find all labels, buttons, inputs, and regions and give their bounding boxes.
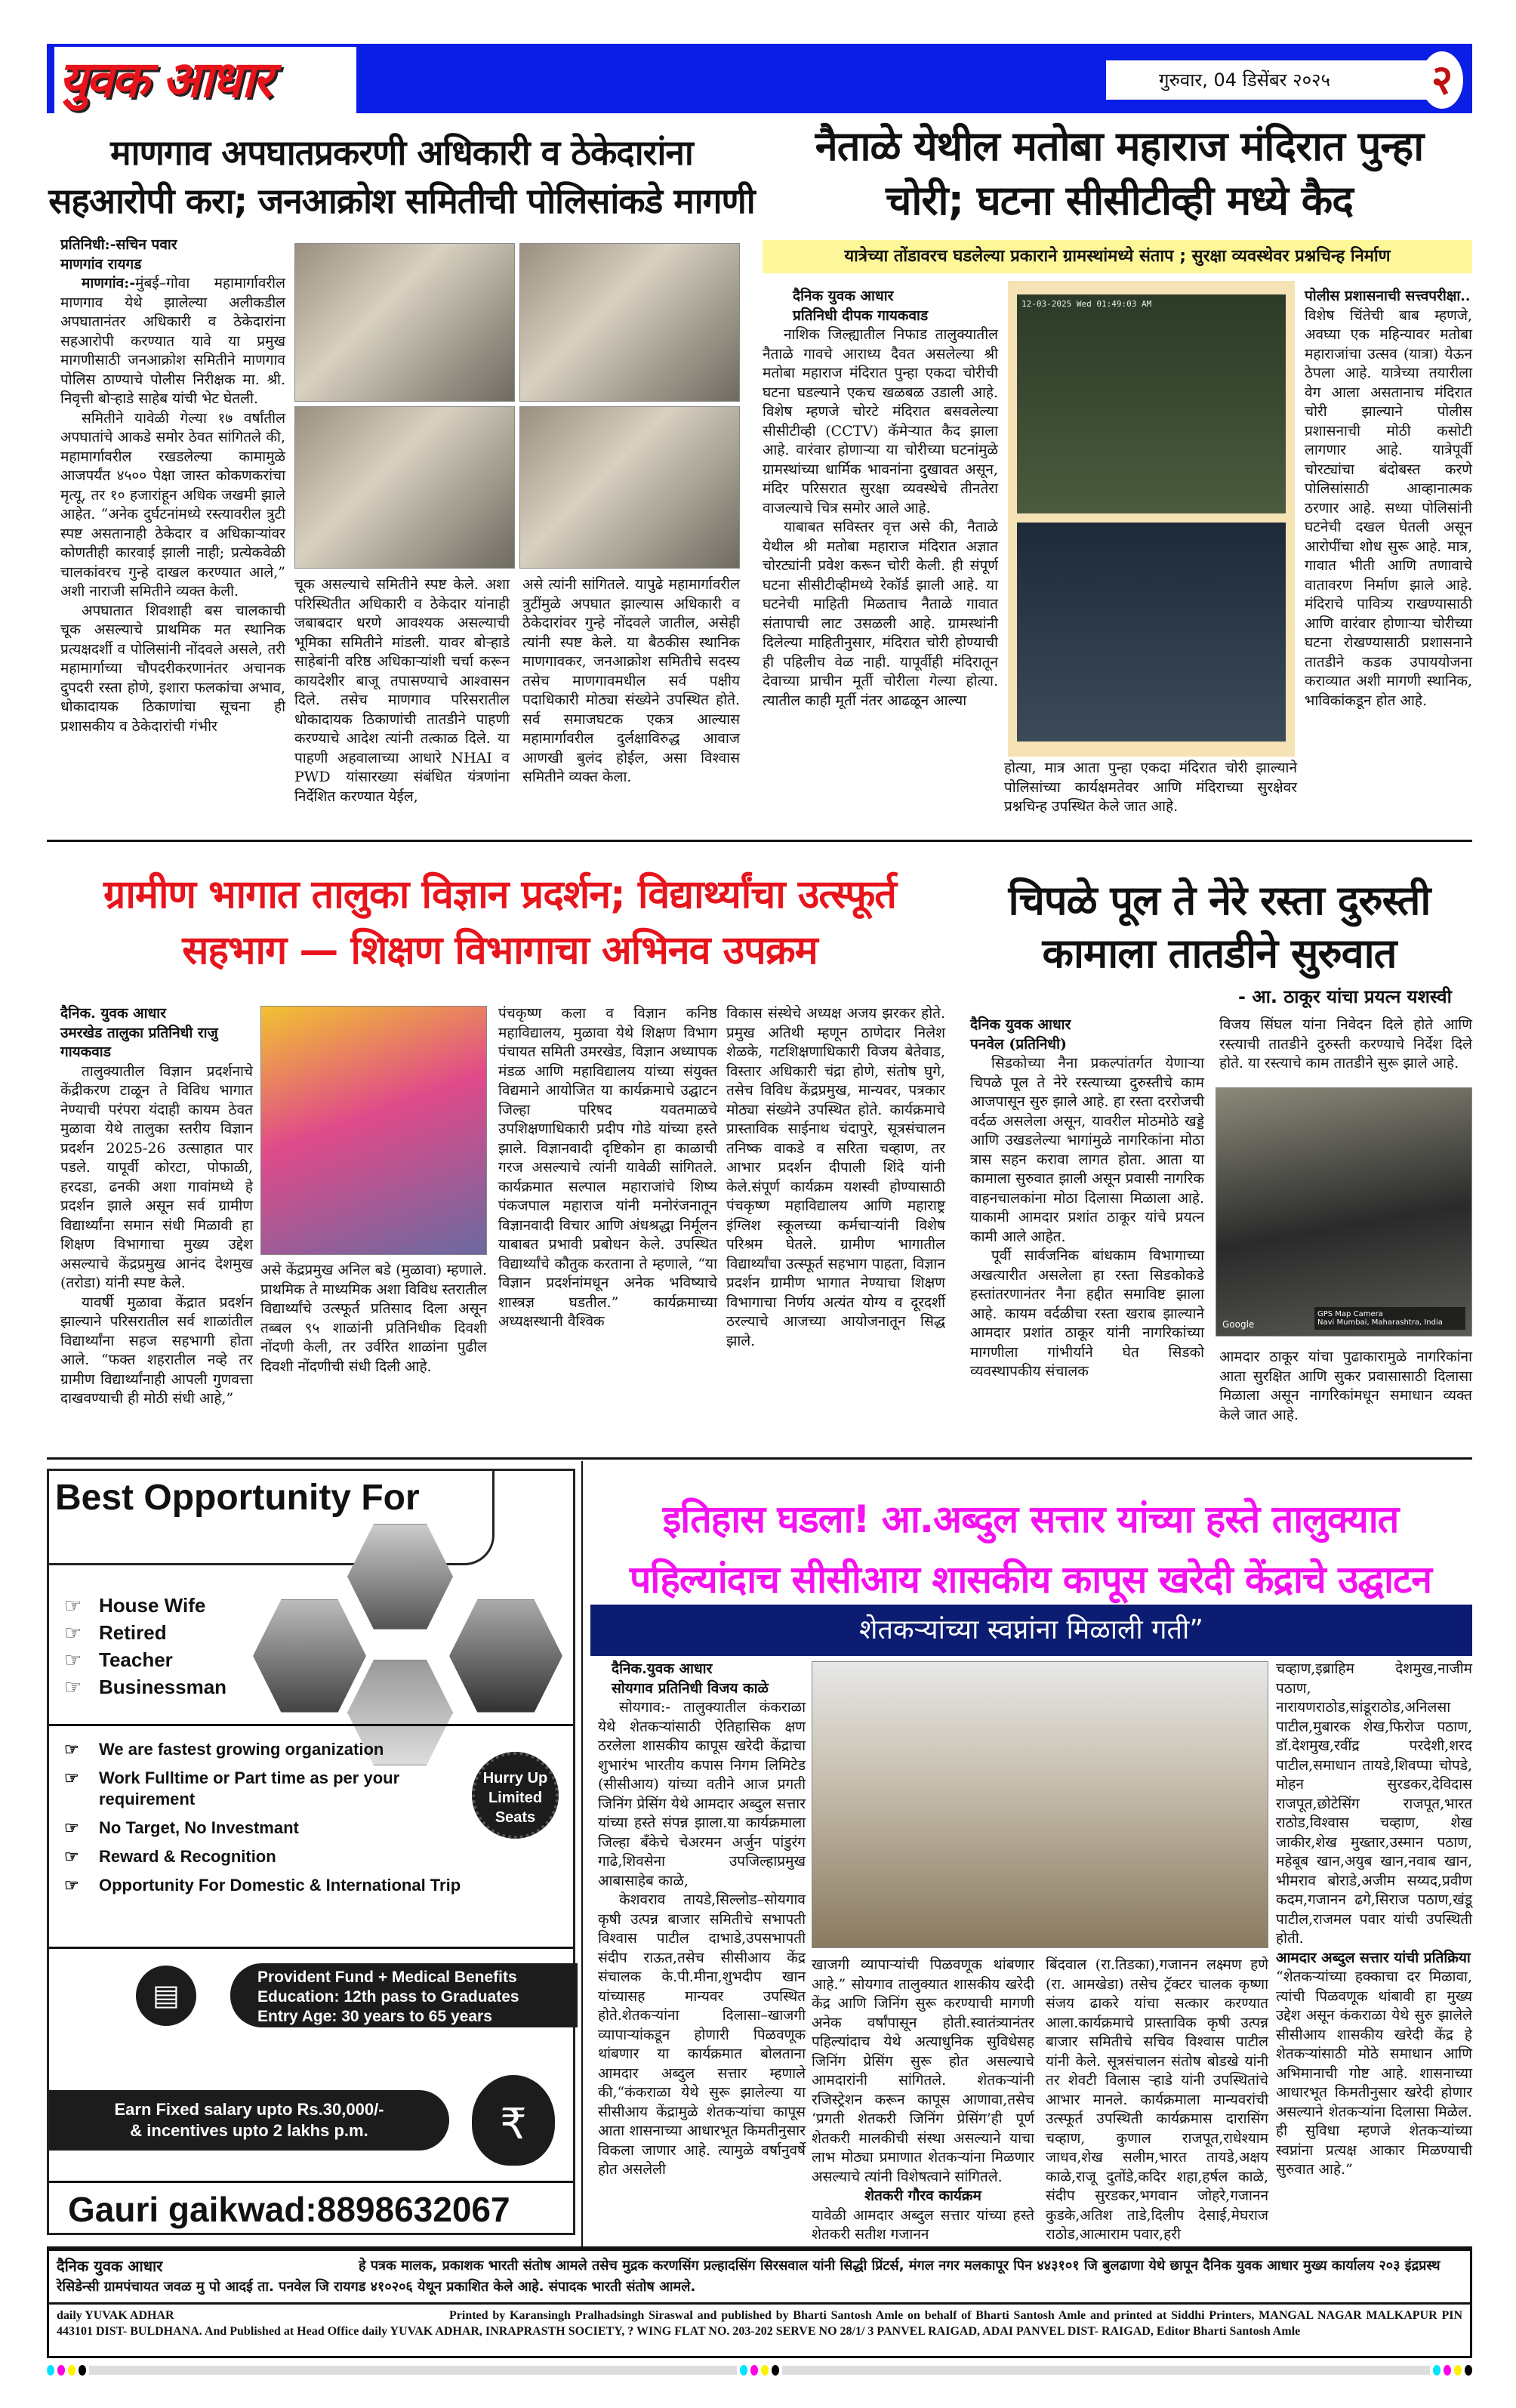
headline-line: नैताळे येथील मतोबा महाराज मंदिरात पुन्हा <box>815 122 1424 170</box>
article3-col3: पंचकृष्ण कला व विज्ञान कनिष्ठ महाविद्यालय, मुळावा येथे शिक्षण विभाग पंचायत समिती उमरखेड, विज्ञान अध्यापक मंडळ आणि महाविद्यालय यांच्या संयुक्त विद्यमाने आयोजित या कार्यक्रमाचे उद्घाटन जिल्हा परिषद यवतमाळचे उपशिक्षणाधिकारी प्रदीप गोडे यांच्या हस्ते झाले. विज्ञानवादी दृष्टिकोन हा काळाची गरज असल्याचे त्यांनी यावेळी सांगितले. कार्यक्रमात सल्पाल महाराजांचे शिष्य पंकजपाल महाराज यांनी मनोरंजनातून विज्ञानवादी विचार आणि अंधश्रद्धा निर्मूलन याबाबत प्रभावी प्रबोधन केले. उपस्थित विद्यार्थ्यांचे कौतुक करताना ते म्हणाले, “या विज्ञान प्रदर्शनांमधून अनेक भविष्याचे शास्त्रज्ञ घडतील.” कार्यक्रमाच्या अध्यक्षस्थानी वैश्विक <box>498 1005 717 1330</box>
paragraph: पूर्वी सार्वजनिक बांधकाम विभागाच्या अखत्यारीत असलेला हा रस्ता सिडकोकडे हस्तांतरणानंतर नैना हद्दीत समाविष्ट झाला आहे. कायम वर्दळीचा रस्ता खराब झाल्याने आमदार प्रशांत ठाकूर यांनी नागरिकांच्या मागणीला गांभीर्याने घेत सिडको व्यवस्थापकीय संचालक <box>970 1247 1204 1380</box>
benefit-item <box>64 1768 419 1810</box>
road-repair-photo <box>1216 1087 1472 1337</box>
cyan-dot <box>47 2365 54 2376</box>
pointing-hand-icon: ☞ <box>64 1847 79 1866</box>
location-label: Navi Mumbai, Maharashtra, India <box>1317 1318 1443 1327</box>
article1-headline <box>47 128 756 225</box>
byline: दैनिक युवक आधार <box>793 288 894 304</box>
ad-divider <box>49 2181 573 2183</box>
job-advertisement <box>47 1469 575 2235</box>
audience-label: Businessman <box>99 1676 227 1698</box>
article2-headline <box>766 119 1472 228</box>
magenta-dot <box>750 2365 758 2376</box>
article3-col1 <box>60 1004 253 1409</box>
article5-col1 <box>598 1660 806 2180</box>
byline: माणगांव रायगड <box>60 255 142 273</box>
benefits-panel <box>230 1963 578 2027</box>
article2-banner: यात्रेच्या तोंडावरच घडलेल्या प्रकाराने ग्रामस्थांमध्ये संताप ; सुरक्षा व्यवस्थेवर प्रश्नचिन्ह निर्माण <box>763 240 1472 273</box>
certificate-icon: ▤ <box>136 1966 196 2026</box>
meeting-photo-1 <box>294 243 515 402</box>
audience-label: Retired <box>99 1621 167 1644</box>
black-dot <box>1465 2365 1472 2376</box>
headline-line: सहआरोपी करा; जनआक्रोश समितीची पोलिसांकडे मागणी <box>48 180 755 221</box>
meeting-photo-2 <box>519 243 740 402</box>
headline-line: ग्रामीण भागात तालुका विज्ञान प्रदर्शन; विद्यार्थ्यांचा उत्स्फूर्त <box>103 872 896 917</box>
meeting-photo-3 <box>294 406 515 569</box>
detail-line: Provident Fund + Medical Benefits <box>257 1969 517 1986</box>
benefit-item <box>64 1739 419 1760</box>
paragraph: सोयगाव:- तालुक्यातील कंकराळा येथे शेतकऱ्यांसाठी ऐतिहासिक क्षण ठरलेला शासकीय कापूस खरेदी केंद्राचा शुभारंभ भारतीय कपास निगम लिमिटेड (सीसीआय) यांच्या वतीने आज प्रगती जिनिंग प्रेसिंग येथे आमदार अब्दुल सत्तार यांच्या हस्ते संपन्न झाला.या कार्यक्रमाला जिल्हा बँकेचे चेअरमन अर्जुन पांडुरंग गाढे,शिवसेना उपजिल्हाप्रमुख आबासाहेब काळे, <box>598 1699 806 1889</box>
byline: दैनिक.युवक आधार <box>612 1660 713 1677</box>
newspaper-logo: युवक आधार <box>54 47 356 113</box>
audience-item <box>64 1646 226 1673</box>
black-dot <box>79 2365 86 2376</box>
inauguration-photo <box>812 1661 1268 1948</box>
paragraph: यावर्षी मुळावा केंद्रात प्रदर्शन झाल्याने परिसरातील सर्व शाळांतील विद्यार्थ्यांना सहज सहभागी होता आले. “फक्त शहरातील नव्हे तर ग्रामीण विद्यार्थ्यांनाही आपली गुणवत्ता दाखवण्याची ही मोठी संधी आहे,” <box>60 1293 253 1407</box>
byline: दैनिक. युवक आधार <box>60 1005 166 1022</box>
yellow-dot <box>68 2365 75 2376</box>
magenta-dot <box>1444 2365 1451 2376</box>
footer-label: दैनिक युवक आधार <box>57 2257 163 2275</box>
cctv-image-1 <box>1017 294 1286 513</box>
article5-col4 <box>1276 1660 1472 2180</box>
paragraph: याबाबत सविस्तर वृत्त असे की, नैताळे येथील श्री मतोबा महाराज मंदिरात अज्ञात चोरट्यांनी प्रवेश करून चोरी केली. ही संपूर्ण घटना सीसीटीव्हीमध्ये रेकॉर्ड झाली आहे. या घटनेची माहिती मिळताच नैताळे गावात संतापाची लाट उसळली आहे. ग्रामस्थांनी दिलेल्या माहितीनुसार, मंदिरात चोरी होण्याची ही पहिलीच वेळ नाही. यापूर्वीही मंदिरातून देवाच्या प्राचीन मूर्ती चोरीला गेल्या होत्या. त्यातील काही मूर्ती नंतर आढळून आल्या <box>763 519 998 709</box>
cyan-dot <box>1433 2365 1441 2376</box>
benefit-label: Reward & Recognition <box>99 1847 276 1866</box>
rupee-symbol: ₹ <box>500 2100 527 2147</box>
article4-col1 <box>970 1016 1204 1382</box>
pointing-hand-icon: ☞ <box>64 1740 79 1759</box>
cctv-photo-frame <box>1008 281 1295 757</box>
section-divider <box>47 840 1472 842</box>
paragraph: चव्हाण,इब्राहिम देशमुख,नाजीम पठाण, नारायणराठोड,सांडूराठोड,अनिलसा पाटील,मुबारक शेख,फिरोज पठाण, डॉ.देशमुख,रवींद्र परदेशी,शरद पाटील,समाधान तायडे,शिवप्पा चोपडे, मोहन सुरडकर,देविदास राजपूत,छोटेसिंग राजपूत,भारत राठोड,विश्वास चव्हाण, शेख जाकीर,शेख मुख्तार,उस्मान पठाण, महेबूब खान,अयुब खान,नवाब खान, भीमराव बोराडे,अजीम सय्यद,प्रवीण कदम,गजानन ढगे,सिराज पठाण,खंडू पाटील,राजमल पवार यांची उपस्थिती होती. <box>1276 1660 1472 1947</box>
subheading: पोलीस प्रशासनाची सत्त्वपरीक्षा.. <box>1305 288 1471 304</box>
byline: दैनिक युवक आधार <box>970 1016 1071 1033</box>
map-brand: Google <box>1222 1319 1255 1330</box>
gps-overlay <box>1314 1307 1465 1330</box>
column-divider <box>581 1461 583 2246</box>
headline-line: कामाला तातडीने सुरुवात <box>1042 930 1397 977</box>
masthead <box>47 44 1472 113</box>
article5-headline <box>589 1489 1472 1610</box>
paragraph: नाशिक जिल्ह्यातील निफाड तालुक्यातील नैताळे गावचे आराध्य दैवत असलेल्या श्री मतोबा महाराज मंदिरात पुन्हा एकदा चोरीची घटना घडल्याने एकच खळबळ उडाली आहे. विशेष म्हणजे चोरटे मंदिरात बसवलेल्या सीसीटीव्ही (CCTV) कॅमेऱ्यात कैद झाला आहे. वारंवार होणाऱ्या या चोरीच्या घटनांमुळे ग्रामस्थांच्या धार्मिक भावनांना दुखावत असून, मंदिर परिसरात सुरक्षा व्यवस्थेचे तीनतेरा वाजल्याचे चित्र समोर आले आहे. <box>763 326 998 516</box>
article2-col1 <box>763 287 998 711</box>
science-exhibition-photo <box>260 1006 487 1255</box>
headline-line: माणगाव अपघातप्रकरणी अधिकारी व ठेकेदारांना <box>110 132 693 173</box>
salary-line: Earn Fixed salary upto Rs.30,000/- <box>114 2100 384 2119</box>
pointing-hand-icon: ☞ <box>64 1676 82 1698</box>
paragraph: केशवराव तायडे,सिल्लोड–सोयगाव कृषी उत्पन्न बाजार समितीचे सभापती विश्वास पाटील दाभाडे,उपसभापती संदीप राऊत,तसेच सीसीआय केंद्र संचालक के.पी.मीना,शुभदीप खान यांच्यासह मान्यवर उपस्थित होते.शेतकऱ्यांना दिलासा–खाजगी व्यापाऱ्यांकडून होणारी पिळवणूक थांबणार या कार्यक्रमात बोलताना आमदार अब्दुल सत्तार म्हणाले की,“कंकराळा येथे सुरू झालेल्या या सीसीआय केंद्रामुळे शेतकऱ्यांचा कापूस आता शासनाच्या आधारभूत किमतीनुसार विकला जाणार आहे. त्यामुळे वर्षानुवर्षे होत असलेली <box>598 1892 806 2178</box>
benefit-item <box>64 1846 419 1867</box>
gray-bar <box>89 2366 737 2375</box>
footer-label: daily YUVAK ADHAR <box>57 2309 174 2322</box>
subheading: आमदार अब्दुल सत्तार यांची प्रतिक्रिया <box>1276 1949 1471 1966</box>
byline: सोयगाव प्रतिनिधी विजय काळे <box>612 1679 769 1697</box>
headline-line: सहभाग — शिक्षण विभागाचा अभिनव उपक्रम <box>182 928 818 973</box>
salary-line: & incentives upto 2 lakhs p.m. <box>130 2121 368 2140</box>
benefit-label: Opportunity For Domestic & International Trip <box>99 1876 461 1895</box>
section-divider <box>47 1457 1472 1460</box>
money-bag-icon <box>472 2075 555 2166</box>
photo-caption: होत्या, मात्र आता पुन्हा एकदा मंदिरात चोरी झाल्याने पोलिसांच्या कार्यक्षमतेवर आणि मंदिराच्या सुरक्षेवर प्रश्नचिन्ह उपस्थित केले जात आहे. <box>1004 760 1297 815</box>
benefit-label: Work Fulltime or Part time as per your requirement <box>99 1768 400 1808</box>
article1-col1 <box>60 236 285 736</box>
businessman-photo <box>449 1599 562 1713</box>
article3-headline <box>47 867 953 979</box>
detail-line: Entry Age: 30 years to 65 years <box>257 2008 492 2025</box>
hurry-up-badge: Hurry Up Limited Seats <box>472 1752 559 1839</box>
paragraph: अपघातात शिवशाही बस चालकाची चूक असल्याचे प्राथमिक मत स्थानिक प्रत्यक्षदर्शी व पोलिसांनी नोंदवले असले, तरी महामार्गाच्या चौपदरीकरणानंतर अचानक दुपदरी रस्ता होणे, इशारा फलकांचा अभाव, धोकादायक ठिकाणांचा सूचना ही प्रशासकीय व ठेकेदारांची गंभीर <box>60 602 285 735</box>
ad-title: Best Opportunity For <box>49 1471 495 1565</box>
subheading: शेतकरी गौरव कार्यक्रम <box>864 2188 981 2204</box>
contact-phone: Gauri gaikwad:8898632067 <box>68 2190 510 2229</box>
headline-line: इतिहास घडला! आ.अब्दुल सत्तार यांच्या हस्ते तालुक्यात <box>662 1497 1399 1541</box>
pointing-hand-icon: ☞ <box>64 1594 82 1617</box>
headline-line: चिपळे पूल ते नेरे रस्ता दुरुस्ती <box>1008 877 1431 924</box>
cctv-image-2 <box>1017 523 1286 742</box>
detail-line: Education: 12th pass to Graduates <box>257 1988 519 2006</box>
black-dot <box>772 2365 779 2376</box>
audience-item <box>64 1673 226 1700</box>
ad-divider <box>49 1724 573 1726</box>
footer-english-imprint: Printed by Karansingh Pralhadsingh Siraswal and published by Bharti Santosh Amle on behalf of Bharti Santosh Amle and printed at Siddhi Printers, MANGAL NAGAR MALKAPUR PIN 443101 DIST- BULDHANA. And Published at Head Office daily YUVAK ADHAR, INRAPRASTH SOCIETY, ? WING FLAT NO. 203-202 SERVE NO 28/1/ 3 PANVEL RAIGAD, ADAI PANVEL DIST- RAIGAD, Editor Bharti Santosh Amle <box>57 2309 1462 2338</box>
gray-bar <box>782 2366 1430 2375</box>
issue-date: गुरुवार, 04 डिसेंबर २०२५ <box>1106 60 1431 100</box>
pointing-hand-icon: ☞ <box>64 1818 79 1837</box>
benefit-label: No Target, No Investmant <box>99 1818 299 1837</box>
article2-col3 <box>1305 287 1472 711</box>
paragraph: यावेळी आमदार अब्दुल सत्तार यांच्या हस्ते शेतकरी सतीश गजानन <box>812 2206 1034 2243</box>
cyan-dot <box>740 2365 747 2376</box>
headline-line: चोरी; घटना सीसीटीव्ही मध्ये कैद <box>886 177 1353 224</box>
article1-col3: असे त्यांनी सांगितले. यापुढे महामार्गावरील त्रुटींमुळे अपघात झाल्यास अधिकारी व ठेकेदारांवर गुन्हे नोंदवले जातील, असेही त्यांनी स्पष्ट केले. या बैठकीस स्थानिक माणगावकर, जनआक्रोश समितीचे सदस्य तसेच माणगावमधील सर्व पक्षीय पदाधिकारी मोठ्या संख्येने उपस्थित होते. सर्व समाजघटक एकत्र आल्यास महामार्गावरील दुर्लक्षाविरुद्ध आवाज आणखी बुलंद होईल, असा विश्वास समितीने व्यक्त केला. <box>522 576 740 785</box>
retired-couple-photo <box>253 1599 366 1713</box>
benefit-item <box>64 1875 461 1896</box>
subheadline: - आ. ठाकूर यांचा प्रयत्न यशस्वी <box>1238 986 1452 1007</box>
paragraph: मुंबई–गोवा महामार्गावरील माणगाव येथे झालेल्या अलीकडील अपघातानंतर अधिकारी व ठेकेदारांना सहआरोपी करण्यात यावे या प्रमुख मागणीसाठी जनआक्रोश समितीने माणगाव पोलिस ठाण्याचे पोलीस निरीक्षक मा. श्री. निवृत्ती बोऱ्हाडे साहेब यांची भेट घेतली. <box>60 275 285 407</box>
imprint-footer <box>47 2246 1472 2358</box>
paragraph: तालुक्यातील विज्ञान प्रदर्शनाचे केंद्रीकरण टाळून ते विविध भागात नेण्याची परंपरा यंदाही कायम ठेवत मुळावा येथे तालुका स्तरीय विज्ञान प्रदर्शन 2025-26 उत्साहात पार पडले. यापूर्वी कोरटा, पोफाळी, हरदडा, ढनकी अशा गावांमध्ये हे प्रदर्शन झाले असून सर्व ग्रामीण विद्यार्थ्यांना समान संधी मिळावी हा शिक्षण विभागाचा मुख्य उद्देश असल्याचे केंद्रप्रमुख आनंद देशमुख (तरोडा) यांनी स्पष्ट केले. <box>60 1062 253 1291</box>
pointing-hand-icon: ☞ <box>64 1876 79 1895</box>
cctv-timestamp: 12-03-2025 Wed 01:49:03 AM <box>1021 299 1152 309</box>
dateline: माणगांव:- <box>82 275 136 291</box>
benefit-item <box>64 1818 419 1839</box>
audience-item <box>64 1592 226 1619</box>
print-registration-strip <box>47 2365 1472 2376</box>
salary-panel <box>49 2090 449 2151</box>
footer-marathi-imprint: हे पत्रक मालक, प्रकाशक भारती संतोष आमले तसेच मुद्रक करणसिंग प्रल्हादसिंग सिरसवाल यांनी सिद्धी प्रिंटर्स, मंगल नगर मलकापूर पिन ४४३१०१ जि बुलढाणा येथे छापून दैनिक युवक आधार मुख्य कार्यालय २०३ इंद्रप्रस्थ रेसिडेन्सी ग्रामपंचायत जवळ मु पो आदई ता. पनवेल जि रायगड ४१०२०६ येथून प्रकाशित केले आहे. संपादक भारती संतोष आमले. <box>57 2258 1441 2295</box>
article1-col2: चूक असल्याचे समितीने स्पष्ट केले. अशा परिस्थितीत अधिकारी व ठेकेदार यांनाही जबाबदार धरणे आवश्यक असल्याची भूमिका समितीने मांडली. यावर बोऱ्हाडे साहेबांनी वरिष्ठ अधिकाऱ्यांशी चर्चा करून कायदेशीर बाजू तपासण्याचे आश्वासन दिले. तसेच माणगाव परिसरातील धोकादायक ठिकाणांची तातडीने पाहणी करण्याचे आदेश त्यांनी तत्काळ दिले. या पाहणी अहवालाच्या आधारे NHAI व PWD यांसारख्या संबंधित यंत्रणांना निर्देशित करण्यात येईल, <box>294 576 510 805</box>
pointing-hand-icon: ☞ <box>64 1768 79 1787</box>
camera-label: GPS Map Camera <box>1317 1310 1383 1318</box>
article3-col2: असे केंद्रप्रमुख अनिल बडे (मुळावा) म्हणाले. प्राथमिक ते माध्यमिक अशा विविध स्तरातील विद्यार्थ्यांचे उत्स्फूर्त प्रतिसाद दिला असून तब्बल ९५ शाळांनी प्रतिनिधीक दिवशी नोंदणी केली, तर उर्वरित शाळांना पुढील दिवशी नोंदणीची संधी दिली आहे. <box>260 1262 487 1375</box>
paragraph: विशेष चिंतेची बाब म्हणजे, अवघ्या एक महिन्यावर मतोबा महाराजांचा उत्सव (यात्रा) येऊन ठेपला आहे. यात्रेच्या तयारीला वेग आला असतानाच मंदिरात चोरी झाल्याने पोलीस प्रशासनाची मोठी कसोटी लागणार आहे. यात्रेपूर्वी चोरट्यांचा बंदोबस्त करणे पोलिसांसाठी आव्हानात्मक ठरणार आहे. सध्या पोलिसांनी घटनेची दखल घेतली असून आरोपींचा शोध सुरू आहे. मात्र, गावात भीती आणि तणावाचे वातावरण निर्माण झाले आहे. मंदिराचे पावित्र्य राखण्यासाठी आणि वारंवार होणाऱ्या चोरीच्या घटना रोखण्यासाठी प्रशासनाने तातडीने कडक उपाययोजना कराव्यात अशी मागणी स्थानिक, भाविकांकडून होत आहे. <box>1305 307 1472 709</box>
paragraph: समितीने यावेळी गेल्या १७ वर्षांतील अपघातांचे आकडे समोर ठेवत सांगितले की, महामार्गावरील रखडलेल्या कामामुळे आजपर्यंत ४५०० पेक्षा जास्त कोकणकरांचा मृत्यू, तर १० हजारांहून अधिक जखमी झाले आहेत. “अनेक दुर्घटनांमध्ये रस्त्यावरील त्रुटी स्पष्ट असतानाही ठेकेदार व अधिकाऱ्यांवर कोणतीही कारवाई झाली नाही; प्रत्येकवेळी चालकांवरच गुन्हे दाखल करण्यात आले,” अशी नाराजी समितीने व्यक्त केली. <box>60 409 285 600</box>
page-number: २ <box>1421 51 1463 109</box>
article5-banner: शेतकऱ्यांच्या स्वप्नांना मिळाली गती” <box>590 1605 1472 1656</box>
yellow-dot <box>761 2365 769 2376</box>
audience-item <box>64 1619 226 1646</box>
article3-col4: विकास संस्थेचे अध्यक्ष अजय झरकर होते. प्रमुख अतिथी म्हणून ठाणेदार निलेश शेळके, गटशिक्षणाधिकारी विजय बेतेवाड, विस्तार अधिकारी चंद्रा होणे, संतोष घुगे, तसेच विविध केंद्रप्रमुख, मान्यवर, पत्रकार मोठ्या संख्येने उपस्थित होते. कार्यक्रमाचे प्रास्ताविक साईनाथ चंदापुरे, सूत्रसंचालन तनिष्क वाकडे व सरिता चव्हाण, तर आभार प्रदर्शन दीपाली शिंदे यांनी केले.संपूर्ण कार्यक्रम यशस्वी होण्यासाठी पंचकृष्ण महाविद्यालय आणि महाराष्ट्र इंग्लिश स्कूलच्या कर्मचाऱ्यांनी विशेष परिश्रम घेतले. ग्रामीण भागातील विद्यार्थ्यांचा उत्स्फूर्त सहभाग पाहता, विज्ञान प्रदर्शन ग्रामीण भागात नेण्याचा शिक्षण विभागाचा निर्णय अत्यंत योग्य व दूरदर्शी ठरल्याचे आजच्या आयोजनातून सिद्ध झाले. <box>726 1005 945 1349</box>
paragraph: सिडकोच्या नैना प्रकल्पांतर्गत येणाऱ्या चिपळे पूल ते नेरे रस्त्याच्या दुरुस्तीचे काम आजपासून सुरु झाले आहे. हा रस्ता दररोजची वर्दळ असलेला असून, यावरील मोठमोठे खड्डे आणि उखडलेल्या भागांमुळे नागरिकांना मोठा त्रास सहन करावा लागत होता. आता या कामाला सुरुवात झाली असून प्रवासी नागरिक वाहनचालकांना मोठा दिलासा मिळाला आहे. याकामी आमदार प्रशांत ठाकूर यांचे प्रयत्न कामी आले आहेत. <box>970 1055 1204 1245</box>
ad-divider <box>49 1947 573 1949</box>
pointing-hand-icon: ☞ <box>64 1648 82 1671</box>
article4-col3: आमदार ठाकूर यांचा पुढाकारामुळे नागरिकांना आता सुरक्षित आणि सुकर प्रवासासाठी दिलासा मिळाला असून नागरिकांमधून समाधान व्यक्त केले जात आहे. <box>1219 1349 1472 1423</box>
byline: पनवेल (प्रतिनिधी) <box>970 1035 1068 1053</box>
magenta-dot <box>57 2365 65 2376</box>
pointing-hand-icon: ☞ <box>64 1621 82 1644</box>
article4-col2: विजय सिंघल यांना निवेदन दिले होते आणि रस्त्याची तातडीने दुरुस्ती करण्याचे निर्देश दिले होते. या रस्त्याचे काम तातडीने सुरू झाले आहे. <box>1219 1016 1472 1071</box>
paragraph: “शेतकऱ्यांच्या हक्काचा दर मिळावा, त्यांची पिळवणूक थांबावी हा मुख्य उद्देश असून कंकराळा येथे सुरु झालेले सीसीआय शासकीय खरेदी केंद्र हे शेतकऱ्यांसाठी मोठे समाधान आणि अभिमानाची गोष्ट आहे. शासनाच्या आधारभूत किमतीनुसार खरेदी होणार असल्याने शेतकऱ्यांना दिलासा मिळेल. ही सुविधा म्हणजे शेतकऱ्यांच्या स्वप्नांना प्रत्यक्ष आकार मिळण्याची सुरुवात आहे.” <box>1276 1969 1472 2178</box>
article5-col2 <box>812 1956 1034 2245</box>
article4-headline <box>966 874 1472 980</box>
headline-line: पहिल्यांदाच सीसीआय शासकीय कापूस खरेदी केंद्राचे उद्घाटन <box>629 1558 1432 1602</box>
audience-label: House Wife <box>99 1594 206 1617</box>
byline: प्रतिनिधी:-सचिन पवार <box>60 236 177 253</box>
byline: प्रतिनिधी दीपक गायकवाड <box>793 307 929 324</box>
yellow-dot <box>1454 2365 1462 2376</box>
meeting-photo-4 <box>519 406 740 569</box>
article5-col3: बिंदवाल (रा.तिडका),गजानन लक्ष्मण हणे (रा. आमखेडा) तसेच ट्रॅक्टर चालक कृष्णा संजय ढाकरे यांचा सत्कार करण्यात आला.कार्यक्रमाचे प्रास्ताविक कृषी उत्पन्न बाजार समितीचे सचिव विश्वास पाटील यांनी केले. सूत्रसंचालन संतोष बोडखे यांनी तर शेवटी विलास ऱ्हाडे यांनी उपस्थितांचे आभार मानले. कार्यक्रमाला मान्यवरांची उत्स्फूर्त उपस्थिती कार्यक्रमास दारासिंग चव्हाण, कुणाल राजपूत,राधेश्याम जाधव,शेख सलीम,भारत तायडे,अक्षय काळे,राजू दुतोंडे,कदिर शहा,हर्षल काळे, संदीप सुरडकर,भगवान जोहरे,गजानन कुडके,अतिश ताडे,दिलीप देसाई,मेघराज राठोड,आत्माराम पवार,हरी <box>1046 1956 1268 2243</box>
audience-label: Teacher <box>99 1648 173 1671</box>
benefit-label: We are fastest growing organization <box>99 1740 384 1759</box>
byline: उमरखेड तालुका प्रतिनिधी राजु गायकवाड <box>60 1024 218 1060</box>
paragraph: खाजगी व्यापाऱ्यांची पिळवणूक थांबणार आहे.” सोयगाव तालुक्यात शासकीय खरेदी केंद्र आणि जिनिंग सुरू करण्याची मागणी अनेक वर्षांपासून होती.स्वातंत्र्यानंतर पहिल्यांदाच येथे अत्याधुनिक सुविधेसह जिनिंग प्रेसिंग सुरू होत असल्याचे आमदारांनी सांगितले. शेतकऱ्यांनी रजिस्ट्रेशन करून कापूस आणावा,तसेच ‘प्रगती शेतकरी जिनिंग प्रेसिंग’ही पूर्ण शेतकरी मालकीची संस्था असल्याने याचा लाभ मोठ्या प्रमाणात शेतकऱ्यांना मिळणार असल्याचे त्यांनी विशेषत्वाने सांगितले. <box>812 1956 1034 2185</box>
